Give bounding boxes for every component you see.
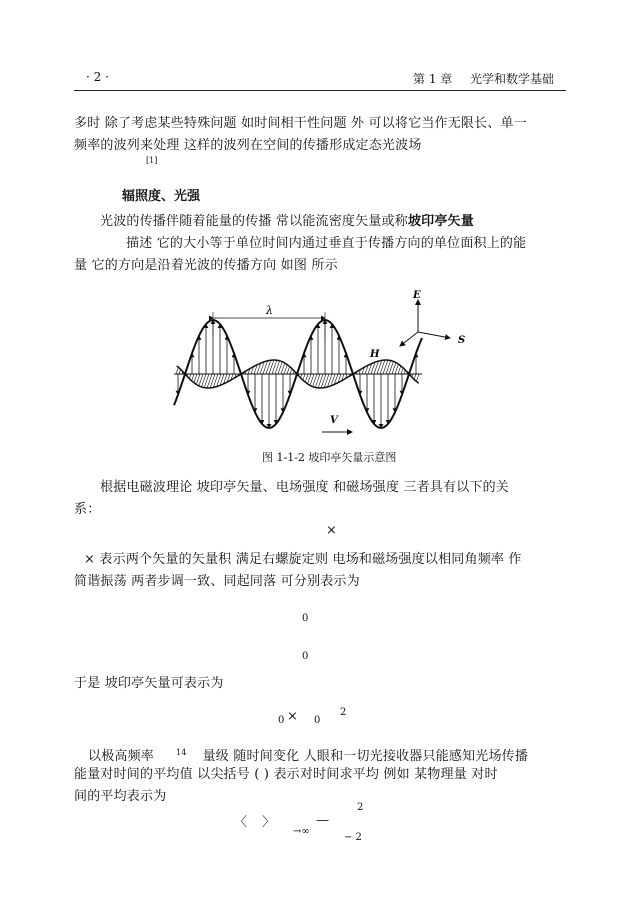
paragraph1-line1: 多时 除了考虑某些特殊问题 如时间相干性问题 外 可以将它当作无限长、单一 (74, 116, 527, 131)
magnetic-field-hatch (196, 374, 200, 384)
magnetic-field-hatch (305, 374, 308, 382)
equation5-superscript: 2 (357, 802, 364, 813)
poynting-vector-term: 坡印亭矢量 (407, 214, 474, 229)
magnetic-field-hatch (395, 364, 399, 374)
paragraph4-line2: 简谐振荡 两者步调一致、同起同落 可分别表示为 (74, 574, 360, 589)
equation4-superscript: 2 (340, 707, 347, 718)
magnetic-field-hatch (176, 367, 178, 374)
equation4-cross: × (287, 709, 299, 724)
chapter-number: 第 1 章 (413, 72, 453, 86)
paragraph2-line2: 描述 它的大小等于单位时间内通过垂直于传播方向的单位面积上的能 (126, 236, 527, 251)
s-axis (418, 332, 450, 338)
magnetic-field-hatch (398, 366, 401, 374)
magnetic-field-hatch (284, 365, 287, 374)
magnetic-field-hatch (204, 374, 209, 388)
paragraph3-line1: 根据电磁波理论 坡印亭矢量、电场强度 和磁场强度 三者具有以下的关 (100, 480, 509, 495)
magnetic-field-hatch (303, 374, 305, 380)
magnetic-field-hatch (301, 374, 302, 378)
paragraph3-line2: 系： (74, 502, 101, 517)
equation5-lower-limit: − 2 (344, 832, 362, 843)
paragraph2-line3: 量 它的方向是沿着光波的传播方向 如图 所示 (74, 258, 338, 273)
magnetic-field-hatch (210, 374, 215, 388)
paragraph2-line1 (100, 211, 474, 233)
equation1-cross: × (326, 523, 338, 538)
frequency-exponent: 14 (176, 748, 187, 757)
paragraph6-line1-end: 量级 随时间变化 人眼和一切光接收器只能感知光场传播 (202, 749, 529, 764)
paragraph2-line1-text: 光波的传播伴随着能量的传播 常以能流密度矢量或称 (100, 214, 408, 229)
figure-caption: 图 1-1-2 坡印亭矢量示意图 (262, 451, 397, 464)
header-rule (74, 90, 566, 91)
equation4-subscript1: 0 (278, 715, 285, 726)
magnetic-field-hatch (192, 374, 194, 381)
equation5-limit: →∞ (293, 826, 310, 837)
equation5-right-angle: 〉 (262, 815, 276, 830)
magnetic-field-hatch (287, 367, 290, 374)
magnetic-field-hatch (281, 363, 285, 374)
h-axis (400, 332, 418, 346)
section-title: 辐照度、光强 (122, 189, 201, 204)
s-axis-label: S (458, 335, 466, 346)
magnetic-field-hatch (416, 374, 419, 381)
page-number: · 2 · (86, 70, 109, 84)
magnetic-field-hatch (404, 370, 405, 374)
magnetic-field-hatch (207, 374, 212, 388)
magnetic-field-hatch (290, 369, 292, 374)
magnetic-field-hatch (308, 374, 312, 384)
paragraph5-line1: 于是 坡印亭矢量可表示为 (74, 676, 224, 691)
wavelength-label: λ (266, 304, 273, 317)
magnetic-field-hatch (272, 360, 277, 374)
magnetic-field-hatch (318, 374, 323, 388)
paragraph6-line1-start: 以极高频率 (88, 749, 155, 764)
paragraph1-line2: 频率的波列来处理 这样的波列在空间的传播形成定态光波场 (74, 138, 422, 153)
magnetic-field-hatch (189, 374, 191, 379)
chapter-title: 光学和数学基础 (470, 72, 555, 86)
paragraph4-line1: × 表示两个矢量的矢量积 满足右螺旋定则 电场和磁场强度以相同角频率 作 (84, 552, 522, 567)
magnetic-field-hatch (380, 360, 385, 374)
equation3-subscript: 0 (302, 651, 309, 662)
magnetic-field-hatch (194, 374, 197, 383)
equation4-subscript2: 0 (314, 715, 321, 726)
equation2-subscript: 0 (302, 613, 309, 624)
poynting-vector-figure (160, 282, 480, 442)
equation5-fraction-bar: — (316, 813, 330, 828)
e-axis-label: E (413, 290, 421, 301)
h-axis-label: H (370, 349, 380, 360)
reference-marker: [1] (146, 156, 158, 165)
magnetic-field-hatch (269, 360, 274, 374)
paragraph6-line3: 间的平均表示为 (74, 789, 167, 804)
magnetic-field-hatch (179, 369, 181, 374)
magnetic-field-hatch (414, 374, 416, 379)
magnetic-field-hatch (383, 360, 388, 374)
paragraph6-line2: 能量对时间的平均值 以尖括号 ( ) 表示对时间求平均 例如 某物理量 对时 (74, 767, 498, 782)
magnetic-field-hatch (266, 360, 271, 374)
velocity-label: V (330, 415, 338, 426)
equation5-left-angle: 〈 (234, 815, 248, 830)
magnetic-field-hatch (321, 374, 326, 388)
magnetic-field-hatch (401, 368, 403, 374)
